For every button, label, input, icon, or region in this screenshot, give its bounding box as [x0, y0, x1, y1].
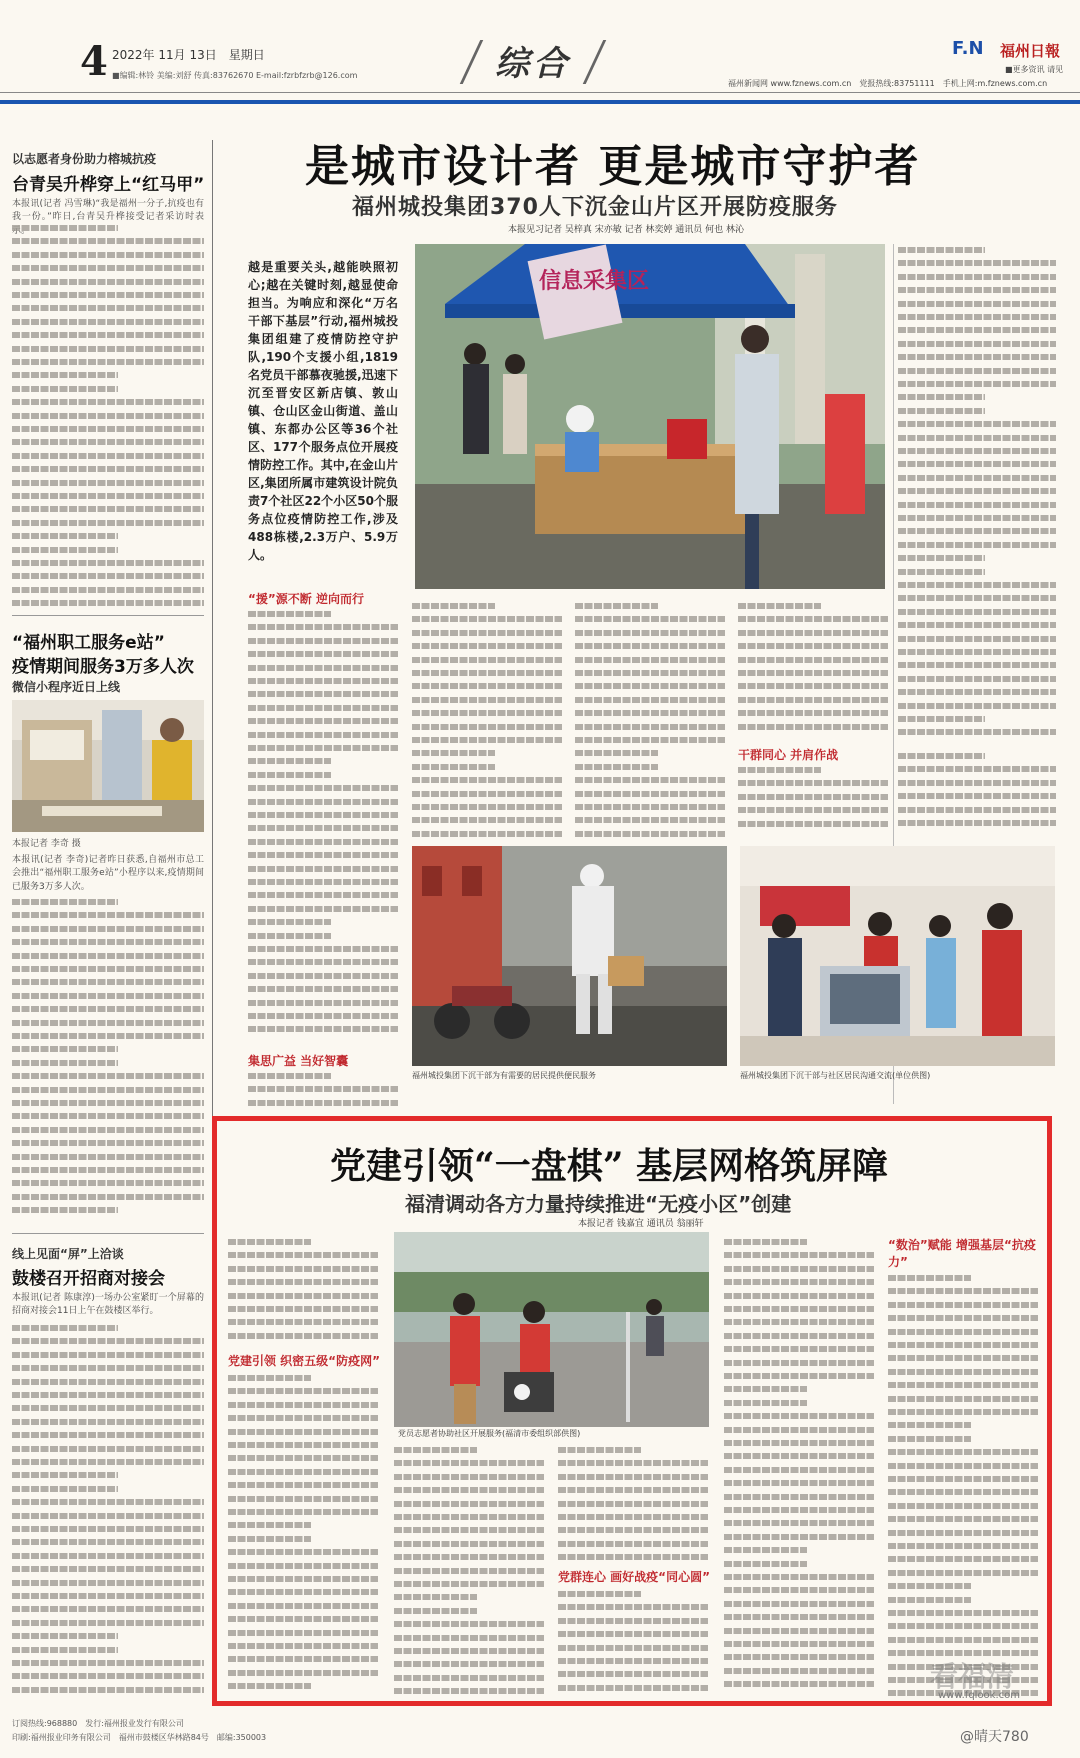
main-article-byline: 本报见习记者 吴梓真 宋亦敏 记者 林奕婷 通讯员 何也 林沁 — [508, 225, 745, 235]
story2-photo — [12, 700, 204, 832]
author-credit: @晴天780 — [960, 1729, 1029, 1745]
story-separator — [12, 615, 204, 616]
fuqing-section-head-3: “数治”赋能 增强基层“抗疫力” — [888, 1238, 1036, 1269]
story2-subhead: 微信小程序近日上线 — [12, 680, 121, 694]
article-col-3 — [575, 600, 725, 838]
fuqing-col-1-intro — [228, 1236, 378, 1346]
fuqing-article-byline: 本报记者 钱嘉宜 通讯员 翁丽轩 — [578, 1219, 704, 1229]
page-footer — [0, 1712, 1080, 1758]
article-col-4 — [738, 600, 888, 740]
fuqing-photo-caption: 党员志愿者协助社区开展服务(福清市委组织部供图) — [398, 1429, 581, 1438]
main-article-title: 是城市设计者 更是城市守护者 — [305, 141, 921, 192]
story2-lead: 本报讯(记者 李奇)记者昨日获悉,自福州市总工会推出“福州职工服务e站”小程序以来,疫情期间已服务3万多人次。 — [12, 855, 204, 892]
photo-info-collection — [415, 244, 885, 589]
watermark-text: 看福清 — [930, 1660, 1015, 1693]
article-col-1 — [248, 608, 398, 1040]
masthead-thin-rule — [0, 92, 1080, 93]
article-col-1b — [248, 1070, 398, 1106]
fuqing-col-1 — [228, 1372, 378, 1698]
fuqing-col-5 — [888, 1272, 1038, 1698]
footer-line-2: 印刷:福州报业印务有限公司 福州市鼓楼区华林路84号 邮编:350003 — [12, 1733, 267, 1742]
site-info: 福州新闻网 www.fznews.com.cn 党报热线:83751111 手机上网:m.fznews.com.cn — [728, 79, 1048, 88]
photo-fuqing-volunteers — [394, 1232, 709, 1427]
story2-headline-2: 疫情期间服务3万多人次 — [12, 657, 194, 677]
section-head-3: 干群同心 并肩作战 — [738, 748, 839, 762]
fuqing-article-subtitle: 福清调动各方力量持续推进“无疫小区”创建 — [405, 1192, 792, 1216]
footer-line-1: 订阅热线:968880 发行:福州报业发行有限公司 — [12, 1719, 184, 1728]
newspaper-logo-en: F.N — [952, 38, 984, 59]
article-col-4b — [738, 764, 888, 838]
more-news-note: ■更多资讯 请见 — [1005, 65, 1064, 74]
story1-headline: 台青吴升桦穿上“红马甲” — [12, 175, 205, 195]
main-article-subtitle: 福州城投集团370人下沉金山片区开展防疫服务 — [352, 195, 838, 220]
decorative-slash — [583, 40, 607, 84]
story1-kicker: 以志愿者身份助力榕城抗疫 — [12, 152, 157, 166]
story1-body — [12, 222, 204, 607]
fuqing-col-3 — [558, 1444, 708, 1562]
editor-line: ■编辑:林铃 美编:刘舒 传真:83762670 E-mail:fzrbfzrb@126.com — [112, 71, 358, 80]
fuqing-article-title: 党建引领“一盘棋” 基层网格筑屏障 — [330, 1145, 888, 1187]
fuqing-section-head-2: 党群连心 画好战疫“同心圆” — [558, 1570, 710, 1584]
masthead — [0, 0, 1080, 100]
right-column-text — [898, 244, 1056, 744]
fuqing-col-3b — [558, 1588, 708, 1698]
section-name: 综合 — [495, 44, 571, 84]
photo3-caption: 福州城投集团下沉干部与社区居民沟通交流(单位供图) — [740, 1071, 931, 1080]
photo2-caption: 福州城投集团下沉干部为有需要的居民提供便民服务 — [412, 1071, 596, 1080]
story3-lead: 本报讯(记者 陈康淳)一场办公室紧盯一个屏幕的招商对接会11日上午在鼓楼区举行。 — [12, 1293, 204, 1317]
section-head-1: “援”源不断 逆向而行 — [248, 592, 364, 606]
photo-residents-meeting — [740, 846, 1055, 1066]
fuqing-section-head-1: 党建引领 织密五级“防疫网” — [228, 1354, 380, 1368]
article-col-5 — [898, 750, 1056, 838]
page-number: 4 — [80, 38, 108, 85]
fuqing-col-2 — [394, 1444, 544, 1698]
issue-date: 2022年 11月 13日 星期日 — [112, 48, 265, 62]
story-separator — [12, 1233, 204, 1234]
article-col-2 — [412, 600, 562, 838]
sign-text: 信息采集区 — [539, 269, 650, 294]
main-article-lead: 越是重要关头,越能映照初心;越在关键时刻,越显使命担当。为响应和深化“万名干部下基层”行动,福州城投集团组建了疫情防控守护队,190个支援小组,1819名党员干部慕夜驰援,迅速下沉至晋安区新店镇、敦山镇、仓山区金山街道、盖山镇、东都办公区等36个社区、177个服务点位开展疫情防控工作。其中,在金山片区,集团所属市建筑设计院负责7个社区22个小区50个服务点位疫情防控工作,涉及488栋楼,2.3万户、5.9万人。 — [248, 260, 398, 562]
section-head-2: 集思广益 当好智囊 — [248, 1054, 349, 1068]
watermark-url: www.fqlook.com — [938, 1690, 1021, 1701]
story3-body — [12, 1322, 204, 1702]
story1-lead: 本报讯(记者 冯雪琳)“我是福州一分子,抗疫也有我一份。”昨日,台青吴升桦接受记者采访时表 — [12, 199, 204, 223]
story3-headline-2: 鼓楼召开招商对接会 — [12, 1269, 165, 1289]
photo-volunteer-street — [412, 846, 727, 1066]
story2-headline-1: “福州职工服务e站” — [12, 633, 165, 653]
story2-body — [12, 896, 204, 1226]
story2-photo-caption: 本报记者 李奇 摄 — [12, 839, 81, 849]
newspaper-logo-cn: 福州日報 — [1000, 42, 1061, 60]
decorative-slash — [460, 40, 484, 84]
masthead-rule — [0, 100, 1080, 104]
fuqing-col-4 — [724, 1236, 874, 1698]
story3-headline-1: 线上见面“屏”上洽谈 — [12, 1247, 124, 1261]
